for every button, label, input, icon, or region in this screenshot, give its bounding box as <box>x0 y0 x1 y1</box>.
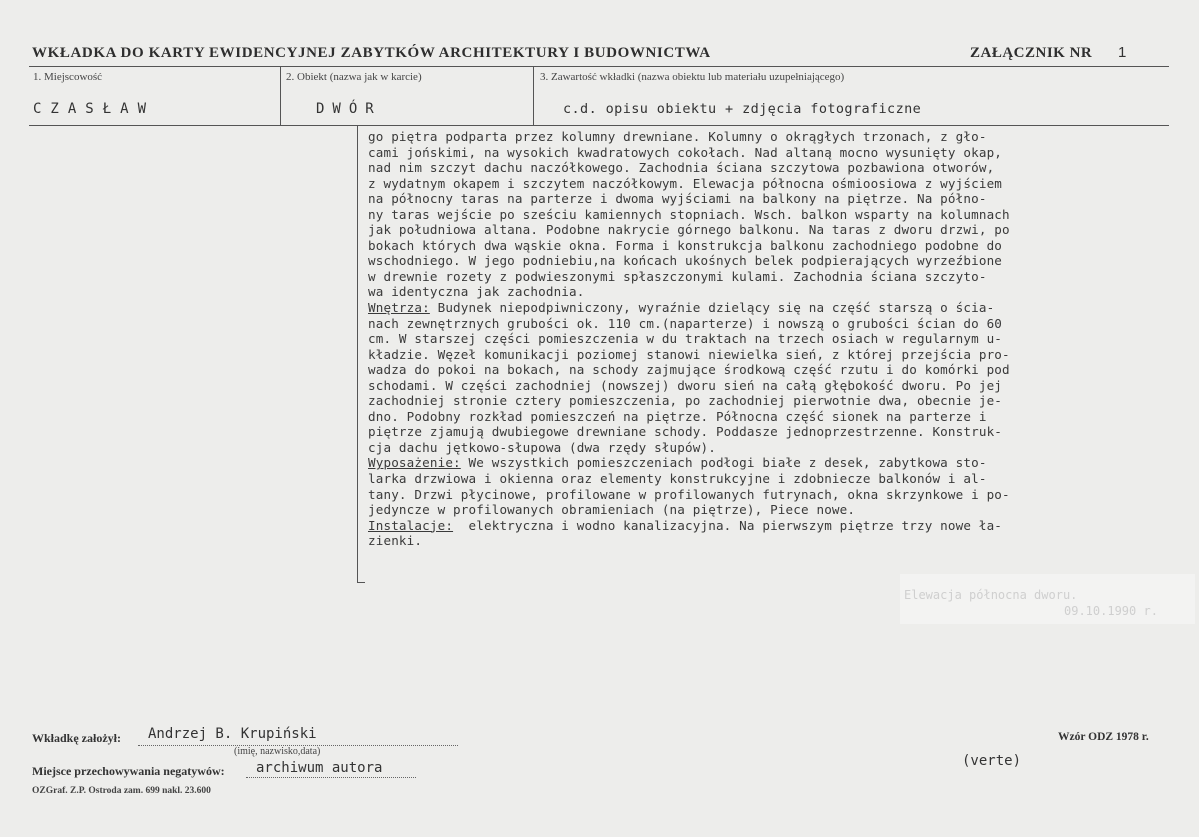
interior-line: zachodniej stronie cztery pomieszczenia, po zachodniej pierwotnie dwa, obecnie je- <box>368 393 1003 409</box>
interior-line: piętrze zjamują dwubiegowe drewniane schody. Poddasze jednoprzestrzenne. Konstruk- <box>368 424 1003 440</box>
description-line: w drewnie rozety z podwieszonymi spłaszczonymi kulami. Zachodnia ściana szczyto- <box>368 268 987 284</box>
header-rule <box>29 66 1169 67</box>
interior-line: kładzie. Węzeł komunikacji poziomej stanowi niewielka sień, z której przejścia pro- <box>368 346 1010 362</box>
description-line: z wydatnym okapem i szczytem naczółkowym. Elewacja północna ośmioosiowa z wyjściem <box>368 175 1003 191</box>
interior-line: Budynek niepodpiwniczony, wyraźnie dzielący się na część starszą o ścia- <box>429 300 995 316</box>
print-info: OZGraf. Z.P. Ostroda zam. 699 nakl. 23.600 <box>32 786 211 796</box>
interior-line: dno. Podobny rozkład pomieszczeń na piętrze. Północna część sionek na parterze i <box>368 408 987 424</box>
created-by-label: Wkładkę założył: <box>32 731 121 745</box>
interior-line: schodami. W części zachodniej (nowszej) dworu sień na całą głębokość dworu. Po jej <box>368 377 1003 393</box>
photo-caption-stamp <box>900 574 1195 624</box>
content-value: c.d. opisu obiektu + zdjęcia fotograficzne <box>563 101 922 117</box>
description-line: ny taras wejście po sześciu kamiennych stopniach. Wsch. balkon wsparty na kolumnach <box>368 206 1010 222</box>
form-title: WKŁADKA DO KARTY EWIDENCYJNEJ ZABYTKÓW ARCHITEKTURY I BUDOWNICTWA <box>32 45 711 61</box>
interior-heading: Wnętrza: <box>368 300 430 316</box>
body-bottom-border <box>357 582 365 583</box>
interior-line: wadza do pokoi na bokach, na schody zajmujące środkową część rzutu i do komórki pod <box>368 362 1010 378</box>
description-line: go piętra podparta przez kolumny drewniane. Kolumny o okrągłych trzonach, z gło- <box>368 129 987 144</box>
locality-label: 1. Miejscowość <box>33 71 103 83</box>
form-model: Wzór ODZ 1978 r. <box>1058 731 1149 743</box>
object-value: DWÓR <box>316 101 382 117</box>
negatives-underline <box>246 777 416 778</box>
equipment-line: We wszystkich pomieszczeniach podłogi białe z desek, zabytkowa sto- <box>460 455 987 471</box>
annex-number: 1 <box>1118 44 1127 61</box>
installations-heading: Instalacje: <box>368 517 454 533</box>
body-left-border <box>357 126 358 582</box>
installations-line: zienki. <box>368 533 423 549</box>
negatives-label: Miejsce przechowywania negatywów: <box>32 764 225 778</box>
description-line: nad nim szczyt dachu naczółkowego. Zachodnia ściana szczytowa pozbawiona otworów, <box>368 160 995 176</box>
field-divider-2 <box>533 67 534 125</box>
negatives-value: archiwum autora <box>256 760 383 776</box>
fields-rule <box>29 125 1169 126</box>
description-text <box>368 129 1194 549</box>
description-line: cami jońskimi, na wysokich kwadratowych cokołach. Nad altaną mocno wysunięty okap, <box>368 144 1003 160</box>
created-by-hint: (imię, nazwisko,data) <box>234 746 321 757</box>
interior-line: cm. W starszej części pomieszczenia w du traktach na trzech osiach w regularnym u- <box>368 331 1003 347</box>
field-divider-1 <box>280 67 281 125</box>
equipment-line: larka drzwiowa i okienna oraz elementy konstrukcyjne i zdobniecze balkonów i al- <box>368 471 987 487</box>
equipment-line: tany. Drzwi płycinowe, profilowane w profilowanych futrynach, okna skrzynkowe i po- <box>368 486 1010 502</box>
description-line: wschodniego. W jego podniebiu,na końcach ukośnych belek podpierających wyrzeźbione <box>368 253 1003 269</box>
stamp-date: 09.10.1990 r. <box>1064 604 1158 618</box>
content-label: 3. Zawartość wkładki (nazwa obiektu lub materiału uzupełniającego) <box>540 71 845 83</box>
description-line: na północny taras na parterze i dwoma wyjściami na balkony na piętrze. Na półno- <box>368 191 987 207</box>
interior-line: nach zewnętrznych grubości ok. 110 cm.(naparterze) i nowszą o grubości ścian do 60 <box>368 315 1003 331</box>
verte-note: (verte) <box>962 753 1022 769</box>
object-label: 2. Obiekt (nazwa jak w karcie) <box>286 71 422 83</box>
interior-line: cja dachu jętkowo-słupowa (dwa rzędy słupów). <box>368 439 716 455</box>
description-line: bokach których dwa wąskie okna. Forma i konstrukcja balkonu zachodniego podobne do <box>368 237 1003 253</box>
stamp-caption: Elewacja północna dworu. <box>904 588 1078 602</box>
installations-line: elektryczna i wodno kanalizacyjna. Na pierwszym piętrze trzy nowe ła- <box>453 517 1003 533</box>
annex-label: ZAŁĄCZNIK NR <box>970 45 1093 61</box>
installations-first-line <box>368 518 1194 534</box>
interior-first-line <box>368 300 1194 316</box>
equipment-first-line <box>368 455 1194 471</box>
description-line: wa identyczna jak zachodnia. <box>368 284 585 300</box>
equipment-line: jedyncze w profilowanych obramieniach (na piętrze), Piece nowe. <box>368 502 856 518</box>
created-by-value: Andrzej B. Krupiński <box>148 726 317 742</box>
equipment-heading: Wyposażenie: <box>368 455 461 471</box>
description-line: jak południowa altana. Podobne nakrycie górnego balkonu. Na taras z dworu drzwi, po <box>368 222 1010 238</box>
locality-value: CZASŁAW <box>33 101 156 117</box>
